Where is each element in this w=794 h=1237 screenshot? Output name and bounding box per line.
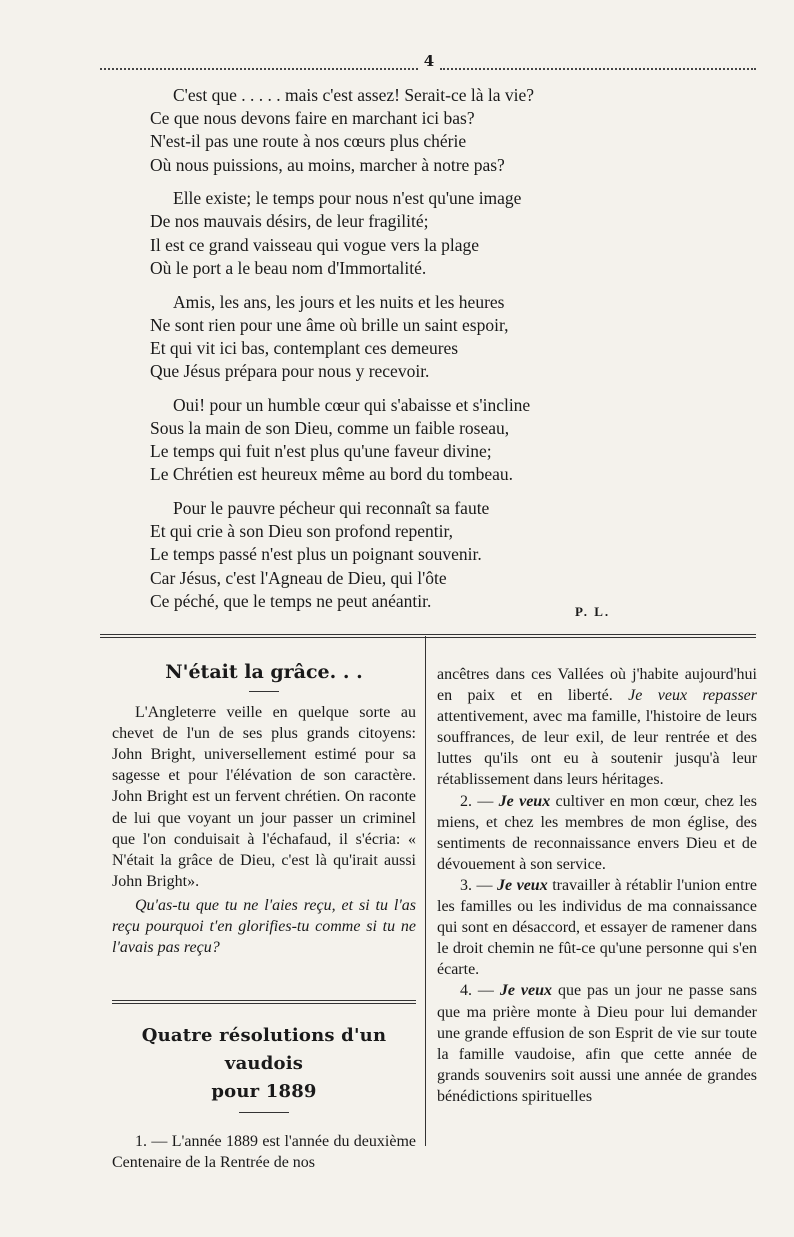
poem-line: Que Jésus prépara pour nous y recevoir.: [150, 361, 430, 382]
title-underline: [239, 1112, 289, 1113]
resolution-2: 2. — Je veux cultiver en mon cœur, chez les miens, et chez les membres de mon église, des sentiments de reconnaissance envers Dieu et de dévouement à son service.: [437, 792, 757, 873]
poem-stanza-2: [150, 187, 710, 280]
poem-line: Oui! pour un humble cœur qui s'abaisse et s'incline: [173, 394, 531, 415]
poem-line: Amis, les ans, les jours et les nuits et les heures: [173, 291, 505, 312]
article-grace: [112, 662, 416, 958]
poem-line: Sous la main de son Dieu, comme un faible roseau,: [150, 417, 510, 438]
poem-line: Elle existe; le temps pour nous n'est qu'une image: [173, 188, 522, 209]
poem-line: Où nous puissions, au moins, marcher à notre pas?: [150, 154, 505, 175]
poem-stanza-3: [150, 291, 710, 384]
poem-line: Où le port a le beau nom d'Immortalité.: [150, 257, 427, 278]
bible-quote: Qu'as-tu que tu ne l'aies reçu, et si tu l'as reçu pourquoi t'en glorifies-tu comme si tu ne l'avais pas reçu?: [112, 896, 416, 957]
article-resolutions-continued: [437, 664, 757, 1107]
header-rule-right: [440, 68, 756, 70]
article-resolutions-start: [112, 1022, 416, 1173]
poem-line: Ne sont rien pour une âme où brille un saint espoir,: [150, 314, 509, 335]
poem-line: Le Chrétien est heureux même au bord du tombeau.: [150, 464, 514, 485]
title-underline: [249, 691, 279, 692]
poem-line: C'est que . . . . . mais c'est assez! Serait-ce là la vie?: [173, 85, 535, 105]
poem-line: Et qui vit ici bas, contemplant ces demeures: [150, 337, 459, 358]
poem-line: Il est ce grand vaisseau qui vogue vers la plage: [150, 234, 479, 255]
poem-line: Pour le pauvre pécheur qui reconnaît sa faute: [173, 498, 490, 518]
poem-stanza-4: [150, 394, 710, 487]
article-title: N'était la grâce. . .: [165, 661, 363, 683]
poem-line: Et qui crie à son Dieu son profond repentir,: [150, 521, 454, 542]
poem-stanza-5: [150, 497, 710, 613]
column-divider: [425, 636, 426, 1146]
section-divider: [100, 634, 756, 635]
poem: [150, 84, 710, 623]
article-divider: [112, 1000, 416, 1001]
article-title: Quatre résolutions d'un vaudois: [141, 1025, 387, 1074]
poem-line: Ce que nous devons faire en marchant ici bas?: [150, 108, 475, 129]
article-body: L'Angleterre veille en quelque sorte au chevet de l'un de ses plus grands citoyens: John Bright, universellement estimé pour sa sagesse et pour l'élévation de son caractère. John Bright est un fervent chrétien. On raconte de lui que voyant un jour passer un criminel que l'on conduisait à l'échafaud, il s'écria: « N'était la grâce de Dieu, c'est là qu'irait aussi John Bright».: [112, 704, 416, 890]
poem-line: N'est-il pas une route à nos cœurs plus chérie: [150, 131, 467, 152]
article-title-year: pour 1889: [211, 1081, 317, 1102]
poem-line: Le temps qui fuit n'est plus qu'une faveur divine;: [150, 441, 492, 462]
page-number: 4: [423, 52, 435, 70]
poem-line: De nos mauvais désirs, de leur fragilité;: [150, 211, 429, 232]
poem-line: Le temps passé n'est plus un poignant souvenir.: [150, 544, 482, 565]
poem-line: Car Jésus, c'est l'Agneau de Dieu, qui l'ôte: [150, 567, 447, 588]
resolution-4: 4. — Je veux que pas un jour ne passe sans que ma prière monte à Dieu pour lui demander une grande effusion de son Esprit de vie sur toute la famille vaudoise, afin que cette année de grands souvenirs soit aussi une année de grandes bénédictions spirituelles: [437, 982, 758, 1105]
header-rule-left: [100, 68, 418, 70]
emphasis: Je veux repasser: [628, 687, 757, 705]
resolution-1-start: 1. — L'année 1889 est l'année du deuxième Centenaire de la Rentrée de nos: [112, 1133, 416, 1172]
poem-signature: P. L.: [575, 604, 611, 619]
resolution-3: 3. — Je veux travailler à rétablir l'union entre les familles ou les individus de ma connaissance qui sont en désaccord, et essayer de ramener dans le droit chemin ne fût-ce qu'une personne qui s'en écarte.: [437, 876, 757, 979]
poem-stanza-1: [150, 84, 710, 177]
resolution-1-continued: ancêtres dans ces Vallées où j'habite aujourd'hui en paix et en liberté. Je veux repasser attentivement, avec ma famille, l'histoire de leurs souffrances, de leur exil, de leur rentrée et des luttes qu'ils ont eu à soutenir jusqu'à leur rétablissement dans leurs héritages.: [437, 666, 757, 789]
poem-line: Ce péché, que le temps ne peut anéantir.: [150, 590, 432, 611]
